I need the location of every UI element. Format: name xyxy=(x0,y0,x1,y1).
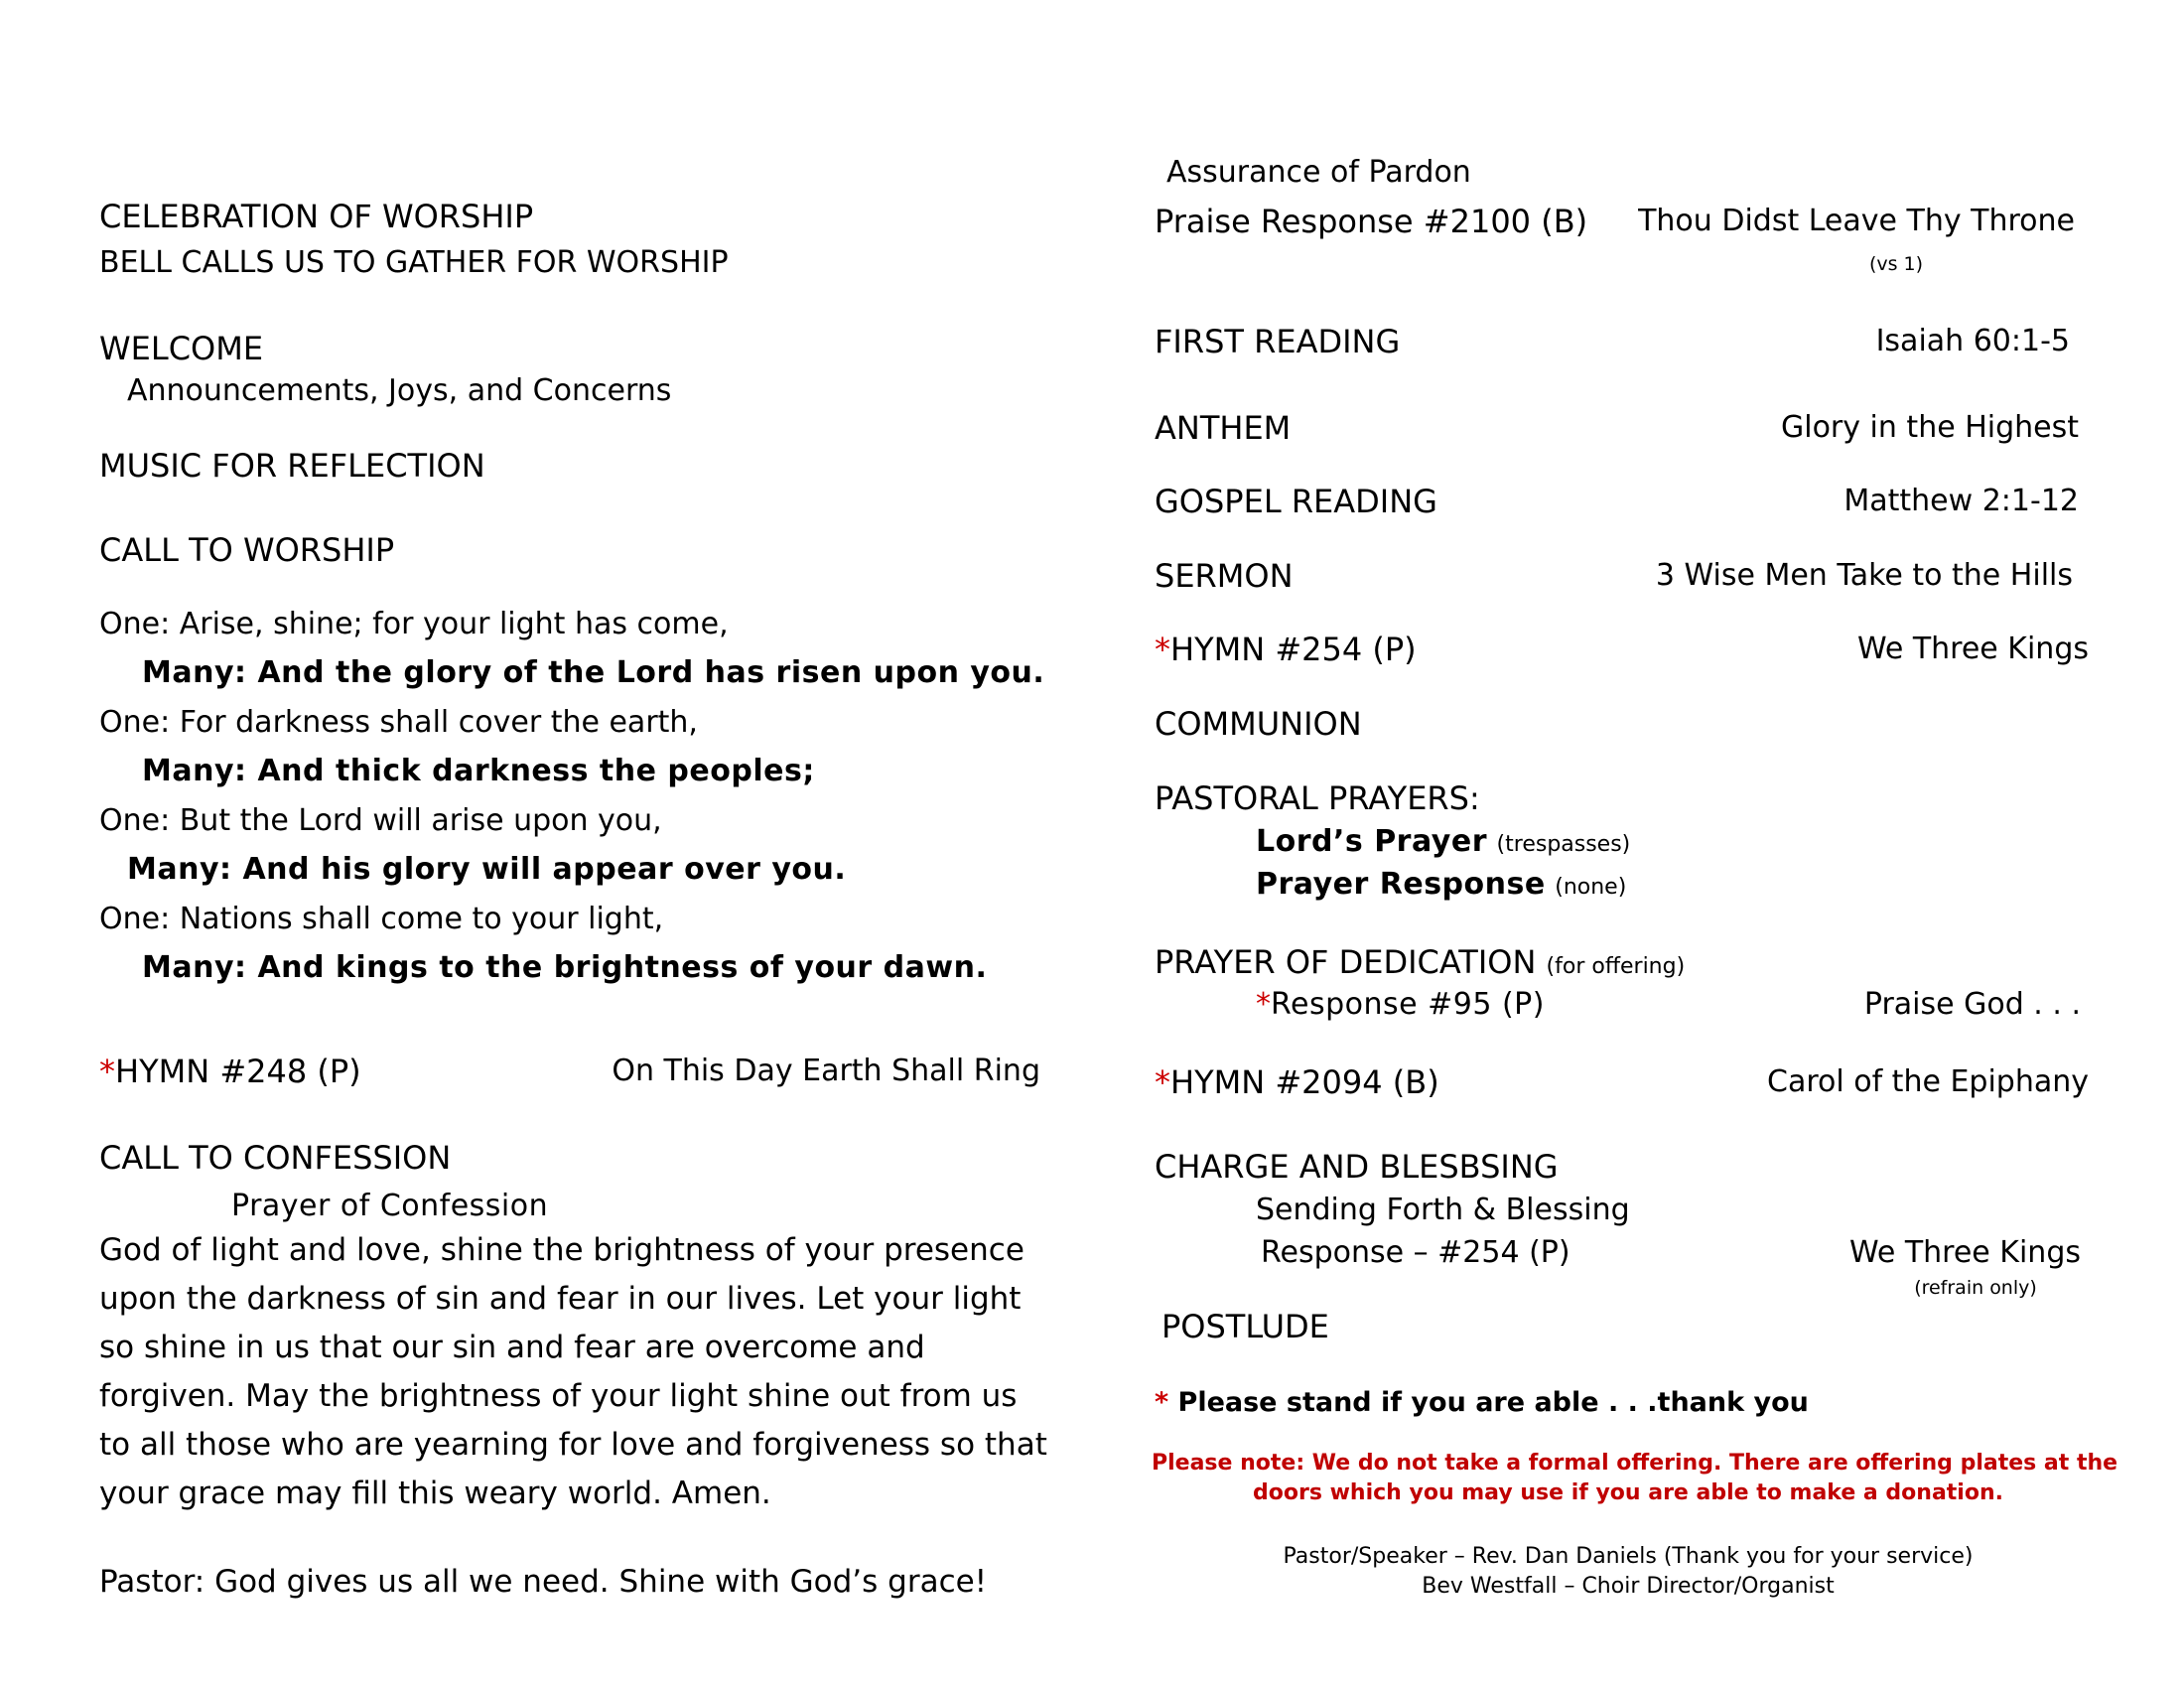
assurance-of-pardon: Assurance of Pardon xyxy=(1166,155,1471,190)
litany-many: Many: And kings to the brightness of your dawn. xyxy=(142,950,988,985)
section-dedication: PRAYER OF DEDICATION xyxy=(1155,943,1537,981)
hymn-2094-label: HYMN #2094 (B) xyxy=(1170,1063,1439,1101)
section-charge: CHARGE AND BLESBSING xyxy=(1155,1148,1559,1186)
stand-marker: * xyxy=(1155,1063,1170,1101)
lords-prayer-note: (trespasses) xyxy=(1496,832,1631,857)
litany-many: Many: And thick darkness the peoples; xyxy=(142,754,815,788)
section-gospel-reading: GOSPEL READING xyxy=(1155,483,1437,520)
section-anthem: ANTHEM xyxy=(1155,409,1292,447)
prayer-response-row xyxy=(1256,865,1626,905)
sending-forth: Sending Forth & Blessing xyxy=(1256,1193,1630,1227)
dedication-note: (for offering) xyxy=(1546,954,1686,979)
response-95-title: Praise God . . . xyxy=(1863,987,2081,1022)
hymn-254-row xyxy=(1155,630,1417,669)
stand-marker: * xyxy=(1155,631,1170,668)
credit-pastor: Pastor/Speaker – Rev. Dan Daniels (Thank you for your service) xyxy=(1283,1544,1974,1569)
hymn-2094-row xyxy=(1155,1062,1439,1102)
section-call-to-confession: CALL TO CONFESSION xyxy=(99,1139,452,1177)
response-254-title: We Three Kings xyxy=(1848,1235,2081,1270)
prayer-response-note: (none) xyxy=(1555,875,1627,900)
offering-note-line-1: Please note: We do not take a formal offering. There are offering plates at the xyxy=(1152,1451,2118,1476)
pastor-line: Pastor: God gives us all we need. Shine with God’s grace! xyxy=(99,1564,988,1600)
prayer-response-label: Prayer Response xyxy=(1256,867,1546,902)
page-title: CELEBRATION OF WORSHIP xyxy=(99,198,534,235)
response-95-label: Response #95 (P) xyxy=(1271,987,1545,1022)
hymn-248-label: HYMN #248 (P) xyxy=(115,1053,361,1090)
litany-one: One: Arise, shine; for your light has come, xyxy=(99,607,729,641)
anthem-title: Glory in the Highest xyxy=(1780,410,2079,445)
hymn-254-title: We Three Kings xyxy=(1856,632,2089,666)
litany-one: One: But the Lord will arise upon you, xyxy=(99,803,662,838)
confession-text: God of light and love, shine the brightness of your presence upon the darkness of sin and fear in our lives. Let your light so shine in us that our sin and fear are overcome and forgiven. May the brightness of your light shine out from us to all those who are yearning for love and forgiveness so that your grace may fill this weary world. Amen. xyxy=(99,1232,1047,1511)
credit-organist: Bev Westfall – Choir Director/Organist xyxy=(1422,1574,1835,1599)
section-pastoral-prayers: PASTORAL PRAYERS: xyxy=(1155,779,1480,817)
gospel-ref: Matthew 2:1-12 xyxy=(1843,484,2079,518)
praise-response-note: (vs 1) xyxy=(1868,253,1924,275)
hymn-254-label: HYMN #254 (P) xyxy=(1170,631,1417,668)
section-communion: COMMUNION xyxy=(1155,705,1362,743)
section-call-to-worship: CALL TO WORSHIP xyxy=(99,531,395,569)
stand-marker: * xyxy=(1155,1387,1169,1418)
litany-many: Many: And his glory will appear over you. xyxy=(127,852,847,887)
prayer-of-confession-heading: Prayer of Confession xyxy=(231,1189,549,1223)
dedication-row xyxy=(1155,942,1685,982)
praise-response-title: Thou Didst Leave Thy Throne xyxy=(1638,204,2075,238)
response-254-note: (refrain only) xyxy=(1914,1277,2037,1299)
hymn-248-row xyxy=(99,1052,361,1091)
hymn-248-title: On This Day Earth Shall Ring xyxy=(612,1054,1040,1088)
praise-response-label: Praise Response #2100 (B) xyxy=(1155,203,1588,240)
first-reading-ref: Isaiah 60:1-5 xyxy=(1875,324,2070,358)
litany-one: One: Nations shall come to your light, xyxy=(99,902,664,936)
lords-prayer-label: Lord’s Prayer xyxy=(1256,824,1487,859)
section-music: MUSIC FOR REFLECTION xyxy=(99,447,485,485)
announcements-line: Announcements, Joys, and Concerns xyxy=(127,373,672,408)
stand-marker: * xyxy=(1256,987,1271,1022)
stand-marker: * xyxy=(99,1053,115,1090)
litany-one: One: For darkness shall cover the earth, xyxy=(99,705,698,740)
stand-note-text: Please stand if you are able . . .thank you xyxy=(1177,1387,1809,1418)
response-95-row xyxy=(1256,985,1545,1025)
hymn-2094-title: Carol of the Epiphany xyxy=(1767,1064,2089,1099)
lords-prayer-row xyxy=(1256,822,1630,862)
litany-many: Many: And the glory of the Lord has risen upon you. xyxy=(142,655,1045,690)
stand-note xyxy=(1155,1383,1809,1423)
section-first-reading: FIRST READING xyxy=(1155,323,1401,360)
section-sermon: SERMON xyxy=(1155,557,1294,595)
offering-note-line-2: doors which you may use if you are able to make a donation. xyxy=(1253,1480,2003,1505)
section-welcome: WELCOME xyxy=(99,330,264,367)
section-postlude: POSTLUDE xyxy=(1161,1308,1329,1345)
sermon-title: 3 Wise Men Take to the Hills xyxy=(1655,558,2073,593)
page-subtitle: BELL CALLS US TO GATHER FOR WORSHIP xyxy=(99,245,729,280)
response-254-label: Response – #254 (P) xyxy=(1261,1235,1570,1270)
